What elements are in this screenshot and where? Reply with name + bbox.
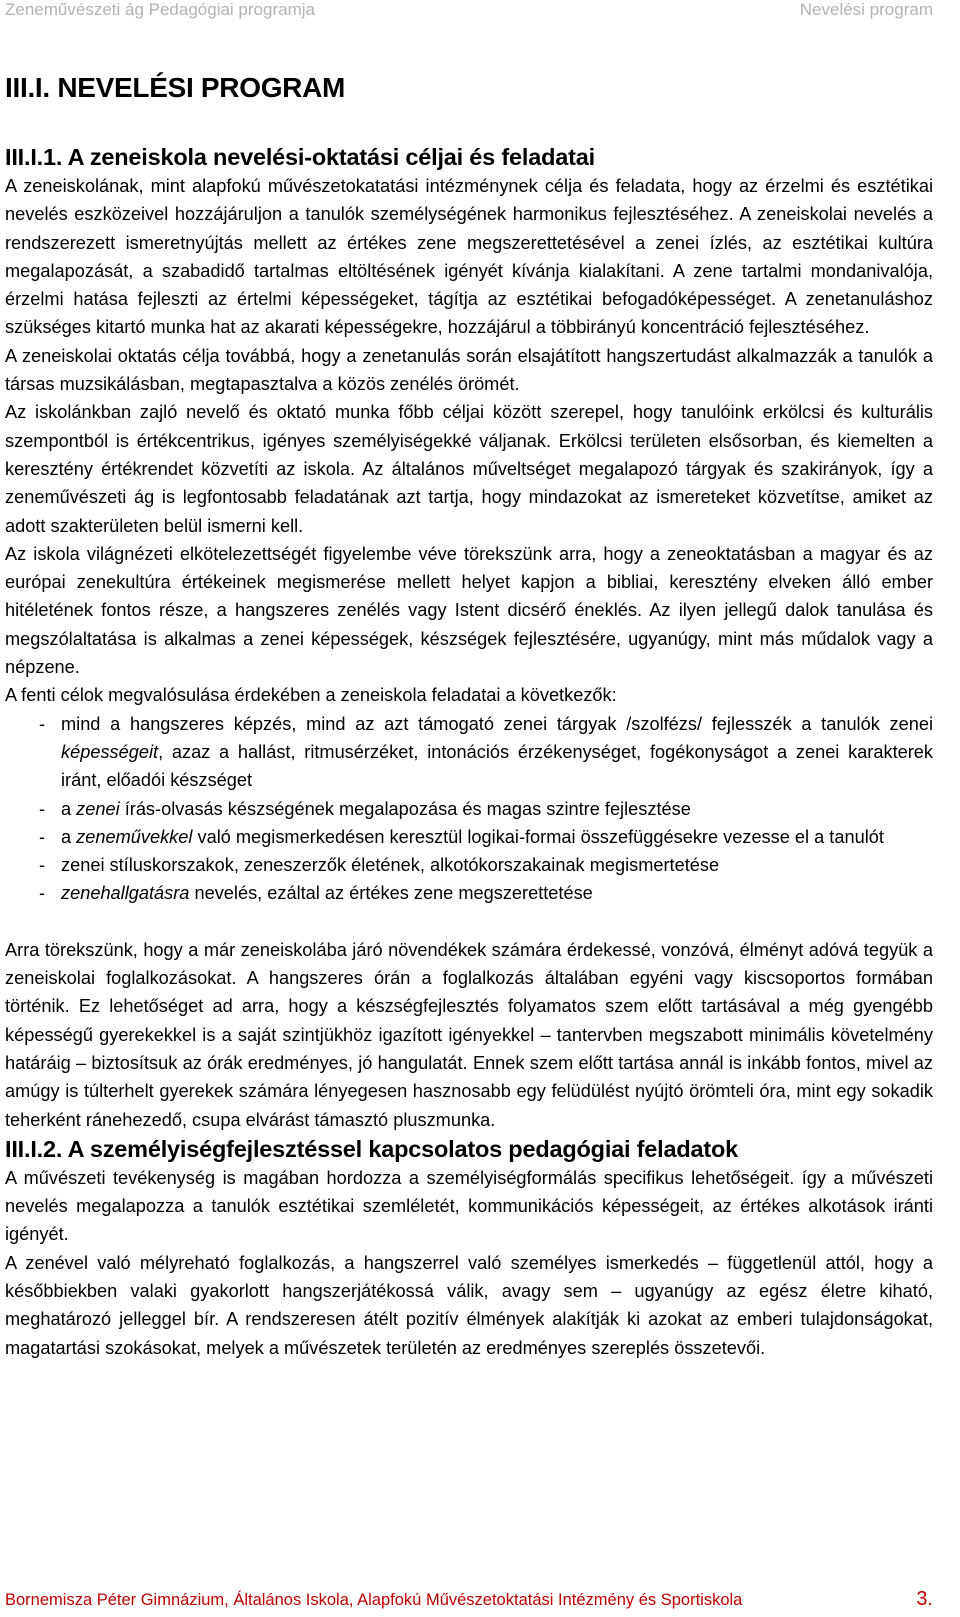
paragraph: A zeneiskolának, mint alapfokú művészetokatatási intézménynek célja és feladata, hogy az érzelmi és esztétikai nevelés eszközeivel hozzájáruljon a tanulók személységének harmonikus fejlesztéséhez. A zeneiskolai nevelés a rendszerezett ismeretnyújtás mellett az értékes zene megszerettetésével a zenei ízlés, az esztétikai kultúra megalapozását, a szabadidő tartalmas eltöltésének igényét kívánja kialakítani. A zene tartalmi mondanivalója, érzelmi hatása fejleszti az értelmi képességeket, tágítja az esztétikai befogadóképességet. A zenetanuláshoz szükséges kitartó munka hat az akarati képességekre, hozzájárul a többirányú koncentráció fejlesztéséhez. (5, 176, 933, 338)
list-item: - a zeneművekkel való megismerkedésen keresztül logikai-formai összefüggésekre vezesse el a tanulót (5, 823, 933, 851)
list-item: - zenei stíluskorszakok, zeneszerzők életének, alkotókorszakainak megismertetése (5, 851, 933, 879)
main-content (5, 142, 933, 1362)
footer-institution: Bornemisza Péter Gimnázium, Általános Iskola, Alapfokú Művészetoktatási Intézmény és Sportiskola (5, 1591, 743, 1609)
header-right: Nevelési program (799, 0, 933, 19)
section-title-2: III.I.2. A személyiségfejlesztéssel kapcsolatos pedagógiai feladatok (5, 1135, 739, 1162)
paragraph: Az iskola világnézeti elkötelezettségét figyelembe véve törekszünk arra, hogy a zeneoktatásban a magyar és az európai zenekultúra értékeinek megismerése mellett helyet kapjon a bibliai, keresztény elveken álló ember hitéletének fontos része, a hangszeres zenélés vagy Istent dicsérő éneklés. Az ilyen jellegű dalok tanulása és megszólaltatása is alkalmas a zenei képességek, készségek fejlesztésére, ugyanúgy, mint más műdalok vagy a népzene. (5, 543, 933, 678)
paragraph: Arra törekszünk, hogy a már zeneiskolába járó növendékek számára érdekessé, vonzóvá, élményt adóvá tegyük a zeneiskolai foglalkozásokat. A hangszeres órán a foglalkozás általában egyéni vagy kiscsoportos formában történik. Ez lehetőséget ad arra, hogy a készségfejlesztés folyamatos szem előtt tartásával a még gyengébb képességű gyerekekkel is a saját szintjükhöz igazított igényekkel – tantervben megszabott minimális követelmény határáig – biztosítsuk az órák eredményes, jó hangulatát. Ennek szem előtt tartása annál is inkább fontos, mivel az amúgy is túlterhelt gyerekek számára lényegesen hasznosabb egy felüdülést nyújtó örömteli óra, mint egy sokadik teherként ránehezedő, csupa elvárást támasztó pluszmunka. (5, 939, 933, 1130)
spacer (5, 908, 933, 936)
task-list (5, 710, 933, 908)
paragraph: A zeneiskolai oktatás célja továbbá, hogy a zenetanulás során elsajátított hangszertudást alkalmazzák a tanulók a társas muzsikálásban, megtapasztalva a közös zenélés örömét. (5, 345, 933, 395)
list-item: - a zenei írás-olvasás készségének megalapozása és magas szintre fejlesztése (5, 795, 933, 823)
section-title-1: III.I.1. A zeneiskola nevelési-oktatási céljai és feladatai (5, 144, 595, 170)
paragraph: A fenti célok megvalósulása érdekében a zeneiskola feladatai a következők: (5, 685, 617, 706)
chapter-title: III.I. NEVELÉSI PROGRAM (5, 72, 346, 103)
paragraph: Az iskolánkban zajló nevelő és oktató munka főbb céljai között szerepel, hogy tanulóink erkölcsi és kulturális szempontból is értékcentrikus, igényes személyiségekké váljanak. Erkölcsi területen elsősorban, és kiemelten a keresztény értékrendet közvetíti az iskola. Az általános műveltséget megalapozó tárgyak és szakirányok, így a zeneművészeti ág is legfontosabb feladatának azt tartja, hogy mindazokat az ismereteket közvetítse, amiket az adott szakterületen belül ismerni kell. (5, 402, 933, 536)
page-number: 3. (916, 1588, 933, 1610)
paragraph: A zenével való mélyreható foglalkozás, a hangszerrel való személyes ismerkedés – függetlenül attól, hogy a későbbiekben valaki gyakorlott hangszerjátékossá válik, avagy sem – ugyanúgy az egész életre kiható, meghatározó jelleggel bír. A rendszeresen átélt pozitív élmények alakítják ki azokat az emberi tulajdonságokat, magatartási szokásokat, melyek a művészetek területén az eredményes szereplés összetevői. (5, 1252, 933, 1358)
running-footer (5, 1588, 933, 1611)
running-header (5, 0, 933, 22)
header-left: Zeneművészeti ág Pedagógiai programja (5, 0, 315, 19)
list-item: - mind a hangszeres képzés, mind az azt támogató zenei tárgyak /szolfézs/ fejlesszék a tanulók zenei képességeit, azaz a hallást, ritmusérzéket, intonációs érzékenységet, fogékonyságot a zenei karakterek iránt, előadói készséget (5, 710, 933, 795)
paragraph: A művészeti tevékenység is magában hordozza a személyiségformálás specifikus lehetőségeit. így a művészeti nevelés megalapozza a tanulók esztétikai szemléletét, kommunikációs képességeit, az értékes alkotások iránti igényét. (5, 1167, 933, 1245)
document-page (5, 0, 933, 1617)
list-item: - zenehallgatásra nevelés, ezáltal az értékes zene megszerettetése (5, 879, 933, 907)
